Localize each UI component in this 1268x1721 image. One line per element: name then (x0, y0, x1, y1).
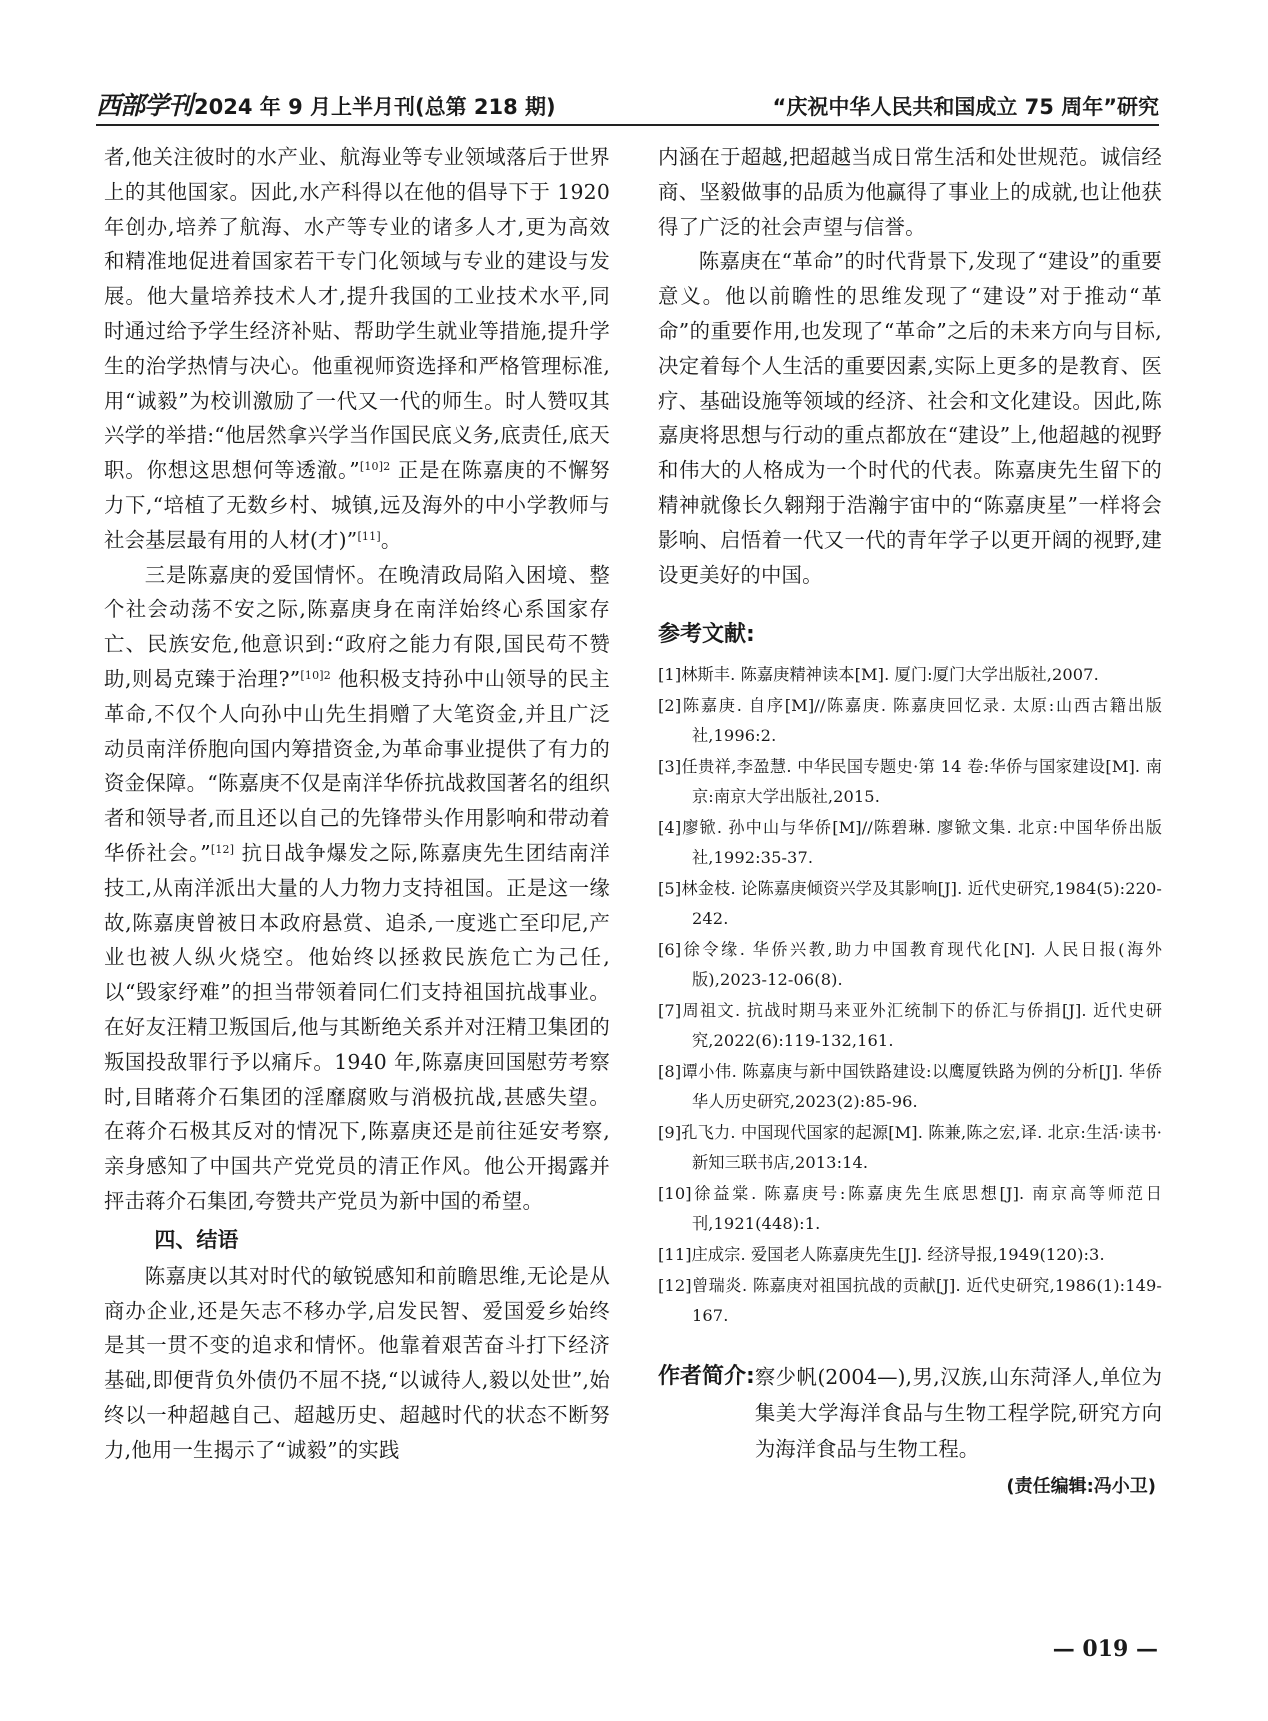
text-run: 抗日战争爆发之际,陈嘉庚先生团结南洋技工,从南洋派出大量的人力物力支持祖国。正是这一缘故,陈嘉庚曾被日本政府悬赏、追杀,一度逃亡至印尼,产业也被人纵火烧空。他始终以拯救民族危亡为己任,以“毁家纾难”的担当带领着同仁们支持祖国抗战事业。在好友汪精卫叛国后,他与其断绝关系并对汪精卫集团的叛国投敌罪行予以痛斥。1940 年,陈嘉庚回国慰劳考察时,目睹蒋介石集团的淫靡腐败与消极抗战,甚感失望。在蒋介石极其反对的情况下,陈嘉庚还是前往延安考察,亲身感知了中国共产党党员的清正作风。他公开揭露并抨击蒋介石集团,夸赞共产党员为新中国的希望。 (104, 840, 610, 1213)
paragraph: 陈嘉庚以其对时代的敏锐感知和前瞻思维,无论是从商办企业,还是矢志不移办学,启发民智、爱国爱乡始终是其一贯不变的追求和情怀。他靠着艰苦奋斗打下经济基础,即便背负外债仍不屈不挠,“以诚待人,毅以处世”,始终以一种超越自己、超越历史、超越时代的状态不断努力,他用一生揭示了“诚毅”的实践 (104, 1263, 610, 1462)
text-run: 正是在陈嘉庚的不懈努力下,“培植了无数乡村、城镇,远及海外的中小学教师与社会基层最有用的人材(才)” (104, 458, 610, 552)
text-run: 。 (380, 527, 402, 552)
text-run: 他积极支持孙中山领导的民主革命,不仅个人向孙中山先生捐赠了大笔资金,并且广泛动员南洋侨胞向国内筹措资金,为革命事业提供了有力的资金保障。“陈嘉庚不仅是南洋华侨抗战救国著名的组织者和领导者,而且还以自己的先锋带头作用影响和带动着华侨社会。” (104, 666, 610, 865)
text-run: 者,他关注彼时的水产业、航海业等专业领域落后于世界上的其他国家。因此,水产科得以在他的倡导下于 1920 年创办,培养了航海、水产等专业的诸多人才,更为高效和精准地促进着国家若干专门化领域与专业的建设与发展。他大量培养技术人才,提升我国的工业技术水平,同时通过给予学生经济补贴、帮助学生就业等措施,提升学生的治学热情与决心。他重视师资选择和严格管理标准,用“诚毅”为校训激励了一代又一代的师生。时人赞叹其兴学的举措:“他居然拿兴学当作国民底义务,底责任,底天职。你想这思想何等透澈。” (104, 145, 610, 483)
author-bio (658, 1359, 1162, 1467)
section-title-header: “庆祝中华人民共和国成立 75 周年”研究 (772, 95, 1159, 119)
reference-item: [10]徐益棠. 陈嘉庚号:陈嘉庚先生底思想[J]. 南京高等师范日刊,1921(448):1. (658, 1184, 1162, 1234)
paragraph (104, 140, 610, 558)
reference-item: [1]林斯丰. 陈嘉庚精神读本[M]. 厦门:厦门大学出版社,2007. (658, 665, 1099, 685)
reference-item: [3]任贵祥,李盈慧. 中华民国专题史·第 14 卷:华侨与国家建设[M]. 南京:南京大学出版社,2015. (658, 757, 1162, 807)
citation: [10]2 (359, 460, 391, 474)
paragraph: 内涵在于超越,把超越当成日常生活和处世规范。诚信经商、坚毅做事的品质为他赢得了事业上的成就,也让他获得了广泛的社会声望与信誉。 (658, 145, 1162, 239)
reference-list (658, 660, 1162, 1331)
issue-info: 2024 年 9 月上半月刊(总第 218 期) (194, 95, 556, 119)
journal-logo: 西部学刊 (96, 91, 193, 120)
reference-item: [11]庄成宗. 爱国老人陈嘉庚先生[J]. 经济导报,1949(120):3. (658, 1245, 1105, 1265)
author-bio-text: 察少帆(2004—),男,汉族,山东菏泽人,单位为集美大学海洋食品与生物工程学院,研究方向为海洋食品与生物工程。 (754, 1365, 1162, 1462)
responsible-editor: (责任编辑:冯小卫) (1006, 1476, 1156, 1498)
right-column (658, 140, 1162, 1503)
reference-item: [12]曾瑞炎. 陈嘉庚对祖国抗战的贡献[J]. 近代史研究,1986(1):149-167. (658, 1276, 1162, 1326)
reference-item: [6]徐令缘. 华侨兴教,助力中国教育现代化[N]. 人民日报(海外版),2023-12-06(8). (658, 940, 1162, 990)
page-number: — 019 — (1052, 1636, 1158, 1662)
reference-item: [2]陈嘉庚. 自序[M]//陈嘉庚. 陈嘉庚回忆录. 太原:山西古籍出版社,1996:2. (658, 696, 1162, 746)
reference-item: [9]孔飞力. 中国现代国家的起源[M]. 陈兼,陈之宏,译. 北京:生活·读书·新知三联书店,2013:14. (658, 1123, 1162, 1173)
references-heading: 参考文献: (658, 622, 755, 648)
running-header (96, 80, 1159, 126)
paragraph: 陈嘉庚在“革命”的时代背景下,发现了“建设”的重要意义。他以前瞻性的思维发现了“建设”对于推动“革命”的重要作用,也发现了“革命”之后的未来方向与目标,决定着每个人生活的重要因素,实际上更多的是教育、医疗、基础设施等领域的经济、社会和文化建设。因此,陈嘉庚将思想与行动的重点都放在“建设”上,他超越的视野和伟大的人格成为一个时代的代表。陈嘉庚先生留下的精神就像长久翱翔于浩瀚宇宙中的“陈嘉庚星”一样将会影响、启悟着一代又一代的青年学子以更开阔的视野,建设更美好的中国。 (658, 249, 1162, 587)
reference-item: [8]谭小伟. 陈嘉庚与新中国铁路建设:以鹰厦铁路为例的分析[J]. 华侨华人历史研究,2023(2):85-96. (658, 1062, 1162, 1112)
reference-item: [4]廖锨. 孙中山与华侨[M]//陈碧琳. 廖锨文集. 北京:中国华侨出版社,1992:35-37. (658, 818, 1162, 868)
author-bio-label: 作者简介: (658, 1364, 755, 1390)
paragraph (104, 558, 610, 1219)
reference-item: [5]林金枝. 论陈嘉庚倾资兴学及其影响[J]. 近代史研究,1984(5):220-242. (658, 879, 1162, 929)
citation: [10]2 (300, 668, 331, 682)
header-left (96, 93, 556, 124)
reference-item: [7]周祖文. 抗战时期马来亚外汇统制下的侨汇与侨捐[J]. 近代史研究,2022(6):119-132,161. (658, 1001, 1162, 1051)
citation: [12] (210, 842, 235, 856)
left-column (104, 140, 610, 1467)
section-heading: 四、结语 (154, 1227, 239, 1252)
citation: [11] (357, 529, 381, 543)
text-run: 三是陈嘉庚的爱国情怀。在晚清政局陷入困境、整个社会动荡不安之际,陈嘉庚身在南洋始终心系国家存亡、民族安危,他意识到:“政府之能力有限,国民苟不赞助,则曷克臻于治理?” (104, 562, 610, 691)
